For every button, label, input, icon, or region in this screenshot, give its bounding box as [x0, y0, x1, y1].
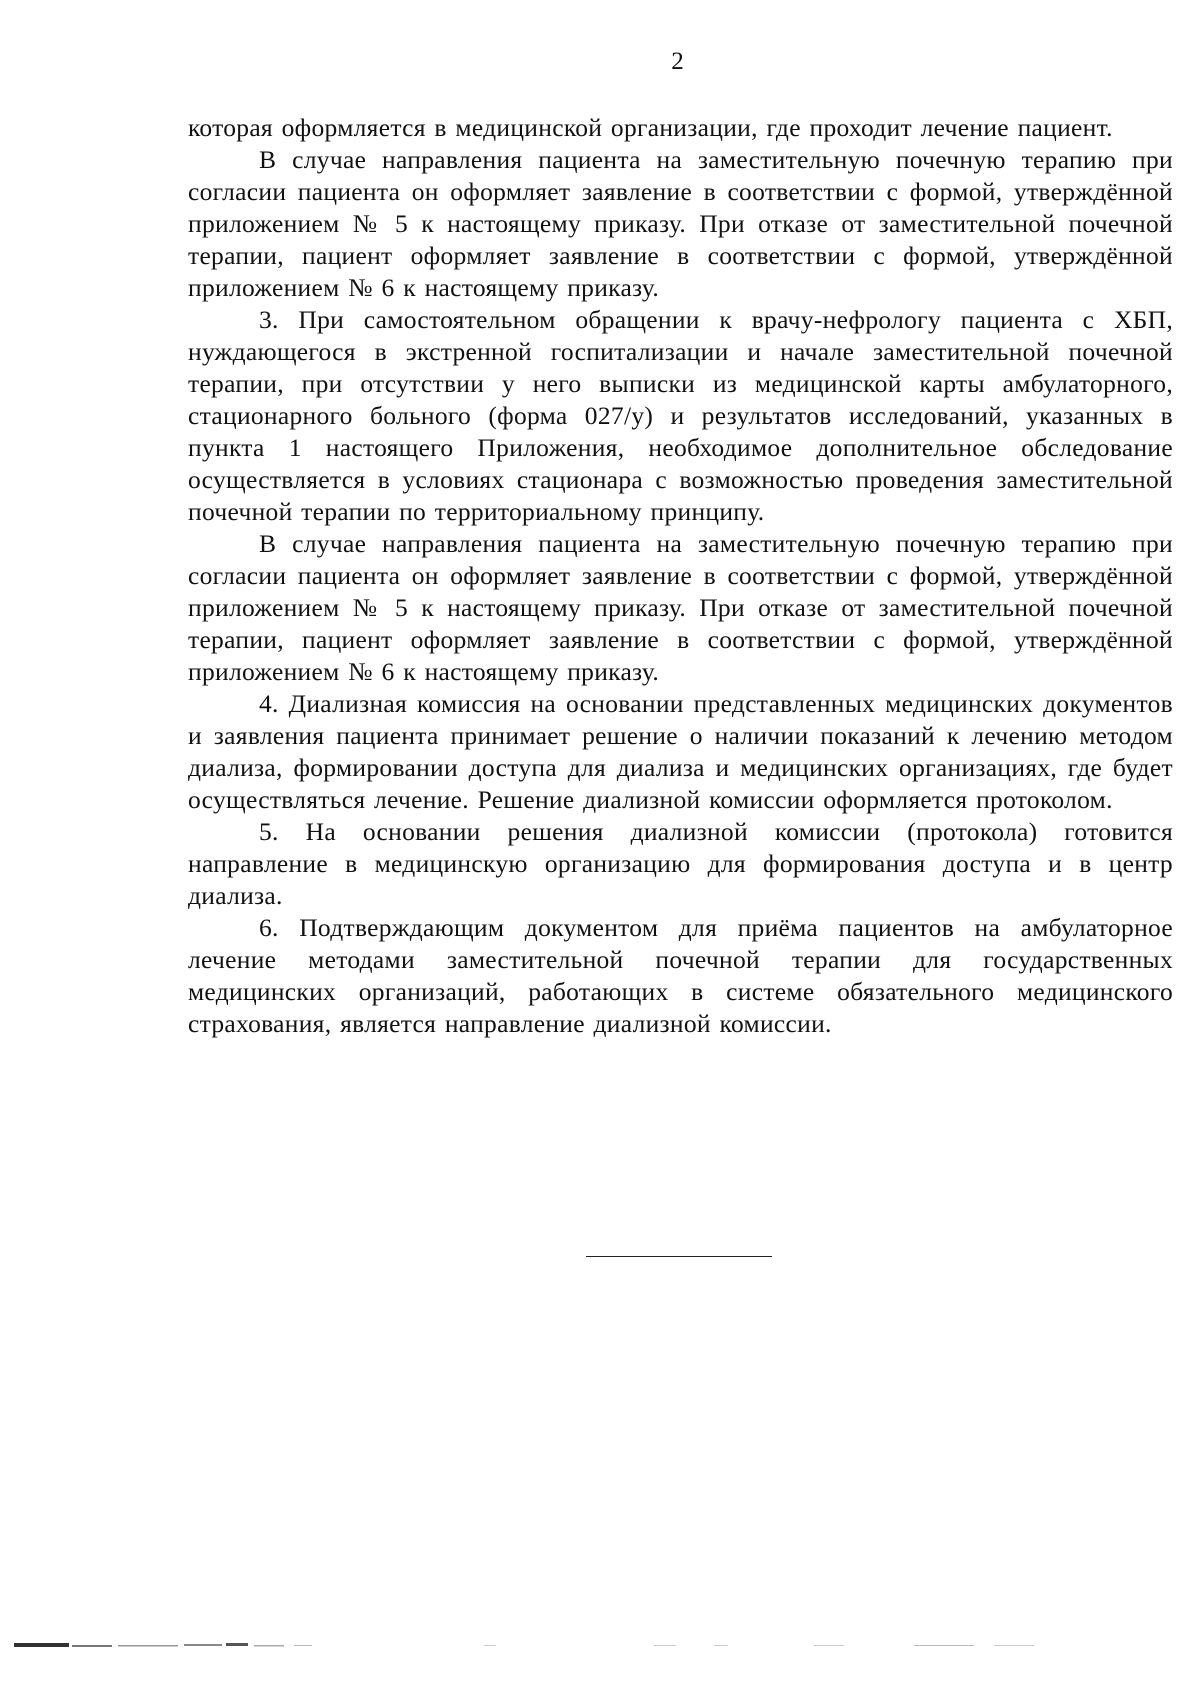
- paragraph-consent-statement: В случае направления пациента на заместительную почечную терапию при согласии пациента он оформляет заявление в соответствии с формой, утверждённой приложением № 5 к настоящему приказу. При отказе от заместительной почечной терапии, пациент оформляет заявление в соответствии с формой, утверждённой приложением № 6 к настоящему приказу.: [188, 145, 1173, 302]
- paragraph-item-4: 4. Диализная комиссия на основании представленных медицинских документов и заявления пациента принимает решение о наличии показаний к лечению методом диализа, формировании доступа для диализа и медицинских организациях, где будет осуществляться лечение. Решение диализной комиссии оформляется протоколом.: [188, 689, 1173, 814]
- paragraph-continuation: которая оформляется в медицинской организации, где проходит лечение пациент.: [188, 113, 1113, 142]
- paragraph-item-3: 3. При самостоятельном обращении к врачу-нефрологу пациента с ХБП, нуждающегося в экстренной госпитализации и начале заместительной почечной терапии, при отсутствии у него выписки из медицинской карты амбулаторного, стационарного больного (форма 027/у) и результатов исследований, указанных в пункта 1 настоящего Приложения, необходимое дополнительное обследование осуществляется в условиях стационара с возможностью проведения заместительной почечной терапии по территориальному принципу.: [188, 305, 1173, 526]
- paragraph-item-6: 6. Подтверждающим документом для приёма пациентов на амбулаторное лечение методами заместительной почечной терапии для государственных медицинских организаций, работающих в системе обязательного медицинского страхования, является направление диализной комиссии.: [188, 913, 1173, 1038]
- end-of-document-rule: [586, 1256, 772, 1257]
- page-number: 2: [671, 48, 684, 75]
- paragraph-consent-statement-repeat: В случае направления пациента на заместительную почечную терапию при согласии пациента он оформляет заявление в соответствии с формой, утверждённой приложением № 5 к настоящему приказу. При отказе от заместительной почечной терапии, пациент оформляет заявление в соответствии с формой, утверждённой приложением № 6 к настоящему приказу.: [188, 529, 1173, 686]
- paragraph-item-5: 5. На основании решения диализной комиссии (протокола) готовится направление в медицинскую организацию для формирования доступа и в центр диализа.: [188, 817, 1173, 910]
- scan-artifact-strip: [14, 1640, 1134, 1650]
- document-body: [188, 112, 1173, 1040]
